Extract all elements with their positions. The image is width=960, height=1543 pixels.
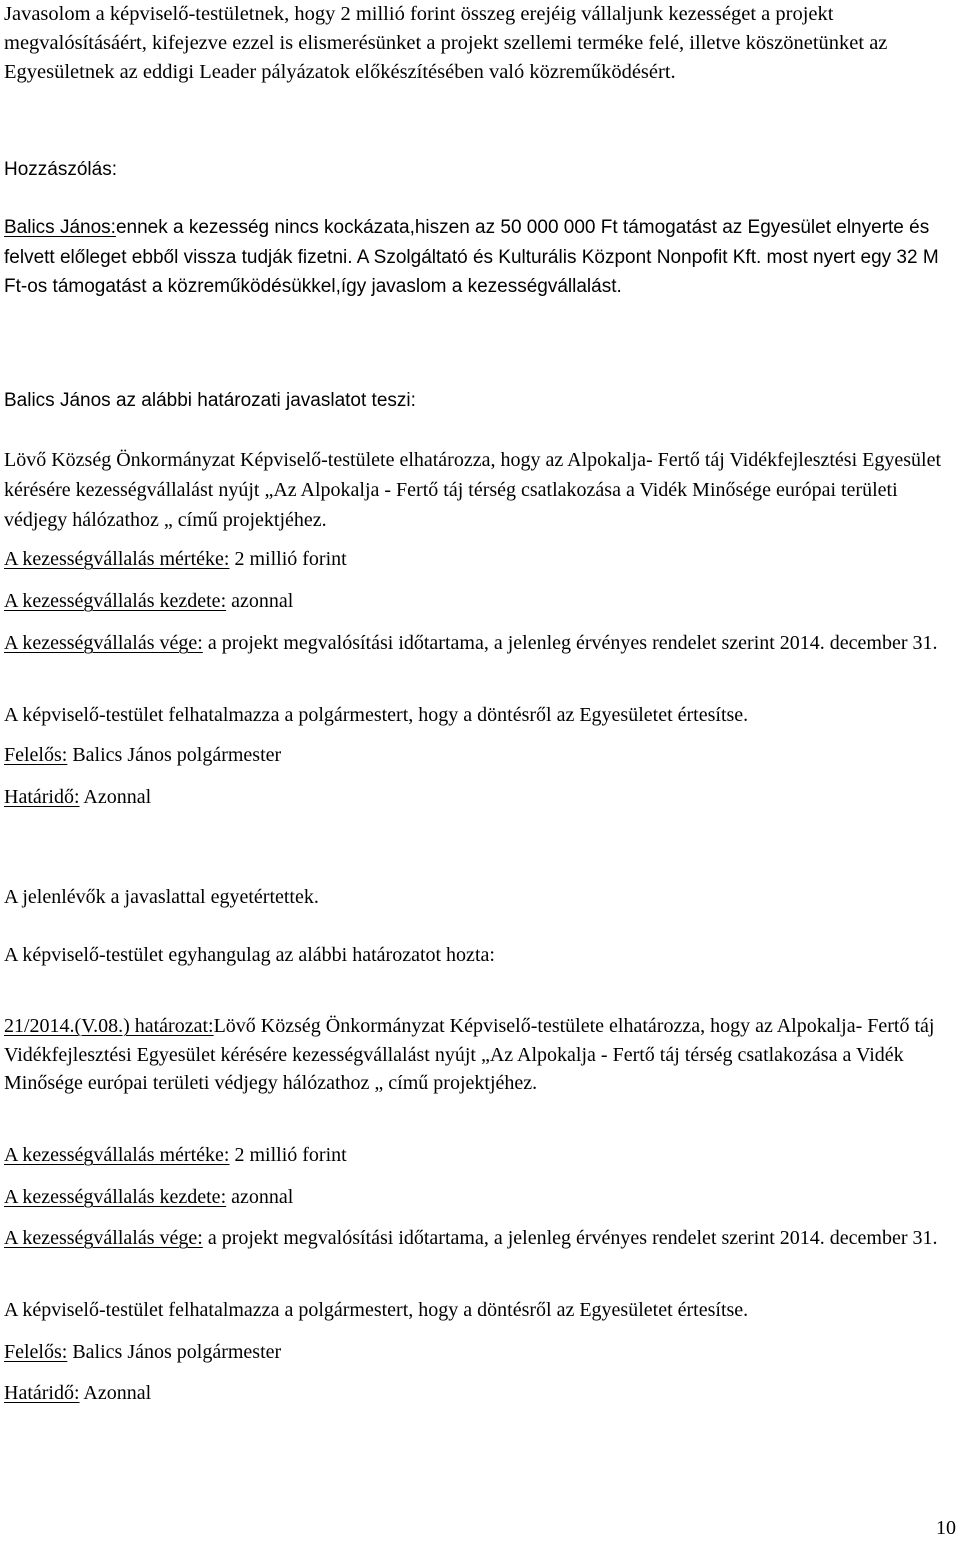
proposal-amount-value: 2 millió forint	[229, 548, 347, 570]
proposal-amount-label: A kezességvállalás mértéke:	[4, 548, 230, 570]
proposal-responsible-value: Balics János polgármester	[67, 744, 282, 766]
resolution-responsible	[4, 1337, 956, 1367]
proposal-deadline-value: Azonnal	[79, 786, 152, 808]
resolution-start	[4, 1182, 956, 1212]
resolution-start-label: A kezességvállalás kezdete:	[4, 1186, 227, 1208]
proposal-start	[4, 586, 956, 616]
comment-paragraph	[4, 213, 956, 302]
comment-heading: Hozzászólás:	[4, 159, 117, 180]
proposal-responsible-label: Felelős:	[4, 744, 68, 766]
proposal-deadline	[4, 782, 956, 812]
proposal-start-label: A kezességvállalás kezdete:	[4, 590, 227, 612]
intro-paragraph: Javasolom a képviselő-testületnek, hogy 2 millió forint összeg erejéig vállaljunk kezességet a projekt megvalósításáért, kifejezve ezzel is elismerésünket a projekt szellemi terméke felé, illetve köszönetünket az Egyesületnek az eddigi Leader pályázatok előkészítésében való közreműködésért.	[4, 3, 888, 83]
vote-text: A képviselő-testület egyhangulag az alábbi határozatot hozta:	[4, 944, 495, 966]
proposal-responsible	[4, 740, 956, 770]
resolution-amount-value: 2 millió forint	[229, 1144, 347, 1166]
proposal-amount	[4, 544, 956, 574]
resolution-deadline-value: Azonnal	[79, 1382, 152, 1404]
proposal-end-label: A kezességvállalás vége:	[4, 632, 203, 654]
proposal-end-value: a projekt megvalósítási időtartama, a jelenleg érvényes rendelet szerint 2014. december 31.	[202, 632, 938, 654]
resolution-number: 21/2014.(V.08.) határozat:	[4, 1015, 214, 1037]
proposal-start-value: azonnal	[226, 590, 294, 612]
resolution-authorization: A képviselő-testület felhatalmazza a polgármestert, hogy a döntésről az Egyesületet értesítse.	[4, 1299, 749, 1321]
resolution-amount	[4, 1140, 956, 1170]
comment-text: ennek a kezesség nincs kockázata,hiszen az 50 000 000 Ft támogatást az Egyesület elnyerte és felvett előleget ebből vissza tudják fizetni. A Szolgáltató és Kulturális Központ Nonpofit Kft. most nyert egy 32 M Ft-os támogatást a közreműködésükkel,így javaslom a kezességvállalást.	[4, 217, 939, 297]
resolution-responsible-label: Felelős:	[4, 1341, 68, 1363]
resolution-deadline	[4, 1378, 956, 1408]
resolution-text	[4, 1012, 956, 1098]
comment-speaker: Balics János:	[4, 217, 116, 238]
agreement-text: A jelenlévők a javaslattal egyetértettek.	[4, 886, 319, 908]
resolution-body: Lövő Község Önkormányzat Képviselő-testülete elhatározza, hogy az Alpokalja- Fertő táj Vidékfejlesztési Egyesület kérésére kezességvállalást nyújt „Az Alpokalja - Fertő táj térség csatlakozása a Vidék Minősége európai területi védjegy hálózathoz „ című projektjéhez.	[4, 1015, 935, 1095]
proposal-heading: Balics János az alábbi határozati javaslatot teszi:	[4, 390, 416, 411]
proposal-deadline-label: Határidő:	[4, 786, 80, 808]
resolution-start-value: azonnal	[226, 1186, 294, 1208]
resolution-amount-label: A kezességvállalás mértéke:	[4, 1144, 230, 1166]
proposal-text: Lövő Község Önkormányzat Képviselő-testülete elhatározza, hogy az Alpokalja- Fertő táj Vidékfejlesztési Egyesület kérésére kezességvállalást nyújt „Az Alpokalja - Fertő táj térség csatlakozása a Vidék Minősége európai területi védjegy hálózathoz „ című projektjéhez.	[4, 449, 942, 531]
resolution-end-value: a projekt megvalósítási időtartama, a jelenleg érvényes rendelet szerint 2014. december 31.	[202, 1227, 938, 1249]
resolution-end	[4, 1223, 956, 1253]
resolution-end-label: A kezességvállalás vége:	[4, 1227, 203, 1249]
proposal-end	[4, 628, 956, 658]
resolution-deadline-label: Határidő:	[4, 1382, 80, 1404]
proposal-authorization: A képviselő-testület felhatalmazza a polgármestert, hogy a döntésről az Egyesületet értesítse.	[4, 704, 749, 726]
resolution-responsible-value: Balics János polgármester	[67, 1341, 282, 1363]
page-number: 10	[936, 1517, 956, 1539]
